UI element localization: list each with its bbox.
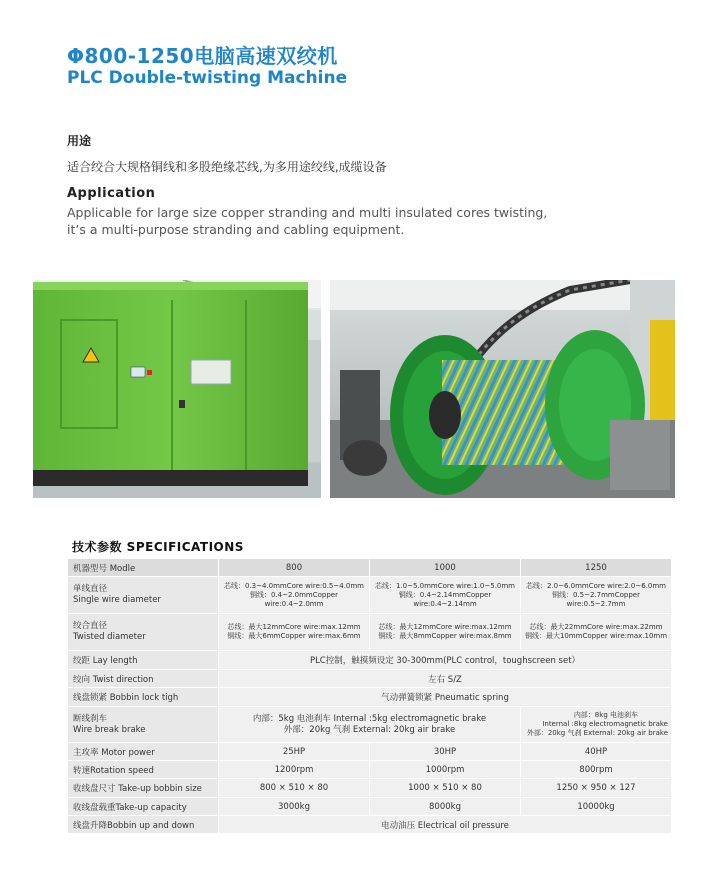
- takeup-size-label: 收线盘尺寸 Take-up bobbin size: [68, 779, 219, 798]
- takeup-size-1250: 1250 × 950 × 127: [521, 779, 672, 798]
- specifications-table: [67, 558, 672, 834]
- twisted-1250: [521, 614, 672, 651]
- twisted-800-copper: 铜线：最大6mmCopper wire:max.6mm: [227, 632, 361, 640]
- application-text: [67, 204, 587, 238]
- page-title-cn: Φ800-1250电脑高速双绞机: [67, 44, 338, 68]
- rotation-speed-label: 转速Rotation speed: [68, 761, 219, 779]
- single-wire-label-cn: 单线直径: [73, 584, 108, 594]
- rotation-speed-800: 1200rpm: [219, 761, 370, 779]
- takeup-size-800: 800 × 510 × 80: [219, 779, 370, 798]
- wire-break-label-cn: 断线刹车: [73, 713, 108, 724]
- table-row: [68, 798, 672, 816]
- twisted-1250-copper: 铜线：最大10mmCopper wire:max.10mm: [524, 632, 668, 640]
- rotation-speed-1250: 800rpm: [521, 761, 672, 779]
- table-row: [68, 707, 672, 743]
- table-row: [68, 670, 672, 688]
- take-up-bobbin-photo: [330, 280, 675, 498]
- table-row: [68, 577, 672, 614]
- wire-break-internal: 内部：5kg 电池刹车 Internal :5kg electromagnetic brake: [252, 713, 487, 724]
- table-row: [68, 743, 672, 761]
- bobbin-updown-label: 线盘升降Bobbin up and down: [68, 816, 219, 834]
- application-line-2: it’s a multi-purpose stranding and cabling equipment.: [67, 222, 405, 237]
- single-wire-800-copper: 铜线：0.4~2.0mmCopper wire:0.4~2.0mm: [249, 590, 338, 608]
- specs-title: 技术参数 SPECIFICATIONS: [72, 540, 244, 554]
- application-heading: Application: [67, 186, 156, 201]
- application-line-1: Applicable for large size copper stranding and multi insulated cores twisting,: [67, 205, 548, 220]
- single-wire-1000-core: 芯线：1.0~5.0mmCore wire:1.0~5.0mm: [374, 581, 516, 590]
- rotation-speed-1000: 1000rpm: [370, 761, 521, 779]
- table-row: [68, 816, 672, 834]
- twisted-1000: [370, 614, 521, 651]
- lay-length-value: PLC控制，触摸频设定 30-300mm(PLC control，toughscreen set）: [219, 651, 672, 670]
- single-wire-1000: [370, 577, 521, 614]
- model-1000: 1000: [370, 559, 521, 577]
- bobbin-lock-value: 气动弹簧锁紧 Pneumatic spring: [219, 688, 672, 707]
- usage-heading: 用途: [67, 134, 92, 148]
- twisted-1250-core: 芯线：最大22mmCore wire:max.22mm: [529, 623, 663, 631]
- table-row: [68, 779, 672, 798]
- table-row: [68, 651, 672, 670]
- lay-length-label: 绞距 Lay length: [68, 651, 219, 670]
- table-row: [68, 761, 672, 779]
- single-wire-1000-copper: 铜线：0.4~2.14mmCopper wire:0.4~2.14mm: [398, 590, 492, 608]
- twisted-1000-copper: 铜线：最大8mmCopper wire:max.8mm: [378, 632, 512, 640]
- model-label: 机器型号 Modle: [68, 559, 219, 577]
- single-wire-800: [219, 577, 370, 614]
- table-row: [68, 688, 672, 707]
- wire-break-1250-line3: 外部：20kg 气刹 External: 20kg air brake: [526, 729, 668, 737]
- wire-break-1250-line2: Internal :8kg electromagnetic brake: [542, 720, 668, 728]
- machine-cabinet-photo: [33, 280, 321, 498]
- table-row: [68, 614, 672, 651]
- takeup-capacity-800: 3000kg: [219, 798, 370, 816]
- takeup-capacity-1250: 10000kg: [521, 798, 672, 816]
- single-wire-800-core: 芯线：0.3~4.0mmCore wire:0.5~4.0mm: [223, 581, 365, 590]
- wire-break-1250: [521, 707, 672, 743]
- single-wire-label-en: Single wire diameter: [73, 595, 161, 605]
- twisted-label-en: Twisted diameter: [73, 632, 146, 642]
- single-wire-1250: [521, 577, 672, 614]
- model-800: 800: [219, 559, 370, 577]
- twist-direction-value: 左右 S/Z: [219, 670, 672, 688]
- twist-direction-label: 绞向 Twist direction: [68, 670, 219, 688]
- single-wire-label: [68, 577, 219, 614]
- single-wire-1250-core: 芯线：2.0~6.0mmCore wire:2.0~6.0mm: [525, 581, 667, 590]
- takeup-capacity-label: 收线盘载重Take-up capacity: [68, 798, 219, 816]
- takeup-size-1000: 1000 × 510 × 80: [370, 779, 521, 798]
- bobbin-updown-value: 电动油压 Electrical oil pressure: [219, 816, 672, 834]
- wire-break-800-1000: [219, 707, 521, 743]
- wire-break-label: [68, 707, 219, 743]
- wire-break-external: 外部：20kg 气刹 External: 20kg air brake: [283, 724, 456, 735]
- takeup-capacity-1000: 8000kg: [370, 798, 521, 816]
- twisted-label: [68, 614, 219, 651]
- motor-power-800: 25HP: [219, 743, 370, 761]
- bobbin-lock-label: 线盘锁紧 Bobbin lock tigh: [68, 688, 219, 707]
- wire-break-label-en: Wire break brake: [73, 724, 146, 735]
- table-row: [68, 559, 672, 577]
- model-1250: 1250: [521, 559, 672, 577]
- twisted-800: [219, 614, 370, 651]
- motor-power-label: 主攻率 Motor power: [68, 743, 219, 761]
- motor-power-1000: 30HP: [370, 743, 521, 761]
- wire-break-1250-line1: 内部：8kg 电池刹车: [573, 711, 638, 719]
- page-title-en: PLC Double-twisting Machine: [67, 68, 348, 88]
- twisted-1000-core: 芯线：最大12mmCore wire:max.12mm: [378, 623, 512, 631]
- motor-power-1250: 40HP: [521, 743, 672, 761]
- single-wire-1250-copper: 铜线：0.5~2.7mmCopper wire:0.5~2.7mm: [551, 590, 640, 608]
- twisted-800-core: 芯线：最大12mmCore wire:max.12mm: [227, 623, 361, 631]
- usage-text: 适合绞合大规格铜线和多股绝缘芯线,为多用途绞线,成缆设备: [67, 160, 387, 174]
- twisted-label-cn: 绞合直径: [73, 621, 108, 631]
